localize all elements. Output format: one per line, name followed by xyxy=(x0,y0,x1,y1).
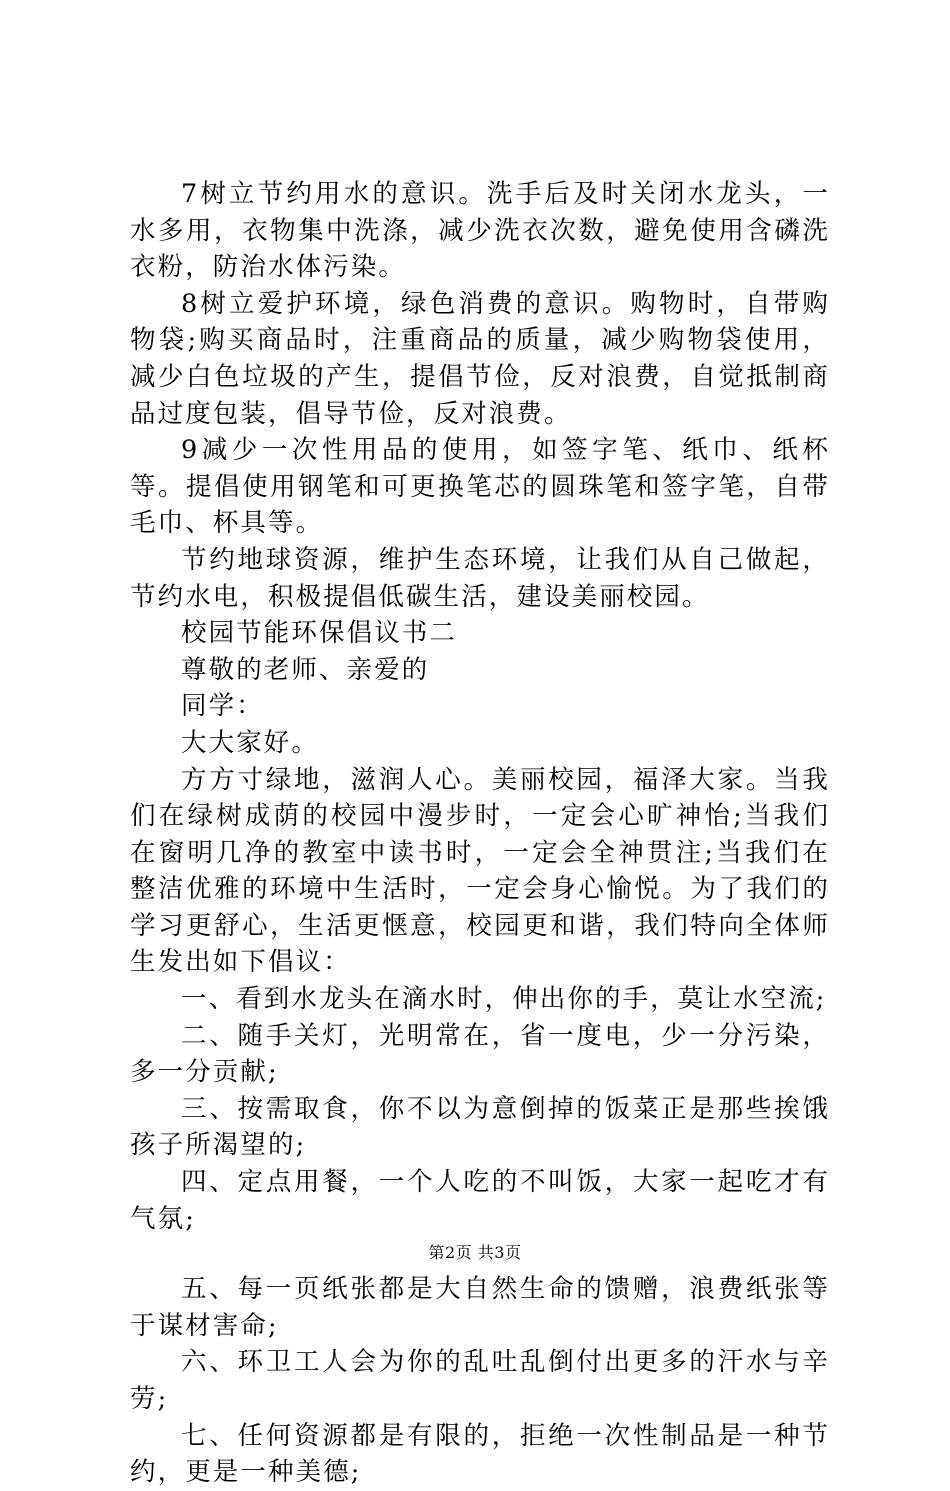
paragraph-water-saving: 7树立节约用水的意识。洗手后及时关闭水龙头，一水多用，衣物集中洗涤，减少洗衣次数，避免使用含磷洗衣粉，防治水体污染。 xyxy=(130,179,830,283)
salutation-teachers: 尊敬的老师、亲爱的 xyxy=(181,654,430,685)
proposal-item-6: 六、环卫工人会为你的乱吐乱倒付出更多的汗水与辛劳; xyxy=(130,1347,830,1414)
proposal-item-5: 五、每一页纸张都是大自然生命的馈赠，浪费纸张等于谋材害命; xyxy=(130,1274,830,1341)
section-title-proposal-two: 校园节能环保倡议书二 xyxy=(181,618,458,649)
greeting-line: 大大家好。 xyxy=(181,727,320,758)
proposal-item-1: 一、看到水龙头在滴水时，伸出你的手，莫让水空流; xyxy=(181,984,827,1015)
document-body xyxy=(130,176,830,1491)
proposal-item-7: 七、任何资源都是有限的，拒绝一次性制品是一种节约，更是一种美德; xyxy=(130,1420,830,1488)
page-number-footer: 第2页 共3页 xyxy=(428,1243,522,1262)
paragraph-introduction: 方方寸绿地，滋润人心。美丽校园，福泽大家。当我们在绿树成荫的校园中漫步时，一定会心旷神怡;当我们在窗明几净的教室中读书时，一定会全神贯注;当我们在整洁优雅的环境中生活时，一定会身心愉悦。为了我们的学习更舒心，生活更惬意，校园更和谐，我们特向全体师生发出如下倡议： xyxy=(130,764,830,978)
proposal-item-3: 三、按需取食，你不以为意倒掉的饭菜正是那些挨饿孩子所渴望的; xyxy=(130,1093,830,1161)
salutation-students: 同学： xyxy=(181,691,264,722)
paragraph-green-consumption: 8树立爱护环境，绿色消费的意识。购物时，自带购物袋;购买商品时，注重商品的质量，减少购物袋使用，减少白色垃圾的产生，提倡节俭，反对浪费，自觉抵制商品过度包装，倡导节俭，反对浪费。 xyxy=(130,288,830,429)
proposal-item-4: 四、定点用餐，一个人吃的不叫饭，大家一起吃才有气氛; xyxy=(130,1167,830,1234)
paragraph-closing-call: 节约地球资源，维护生态环境，让我们从自己做起，节约水电，积极提倡低碳生活，建设美丽校园。 xyxy=(130,544,830,612)
paragraph-disposable-items: 9减少一次性用品的使用，如签字笔、纸巾、纸杯等。提倡使用钢笔和可更换笔芯的圆珠笔和签字笔，自带毛巾、杯具等。 xyxy=(130,435,830,539)
proposal-item-2: 二、随手关灯，光明常在，省一度电，少一分污染，多一分贡献; xyxy=(130,1020,830,1088)
